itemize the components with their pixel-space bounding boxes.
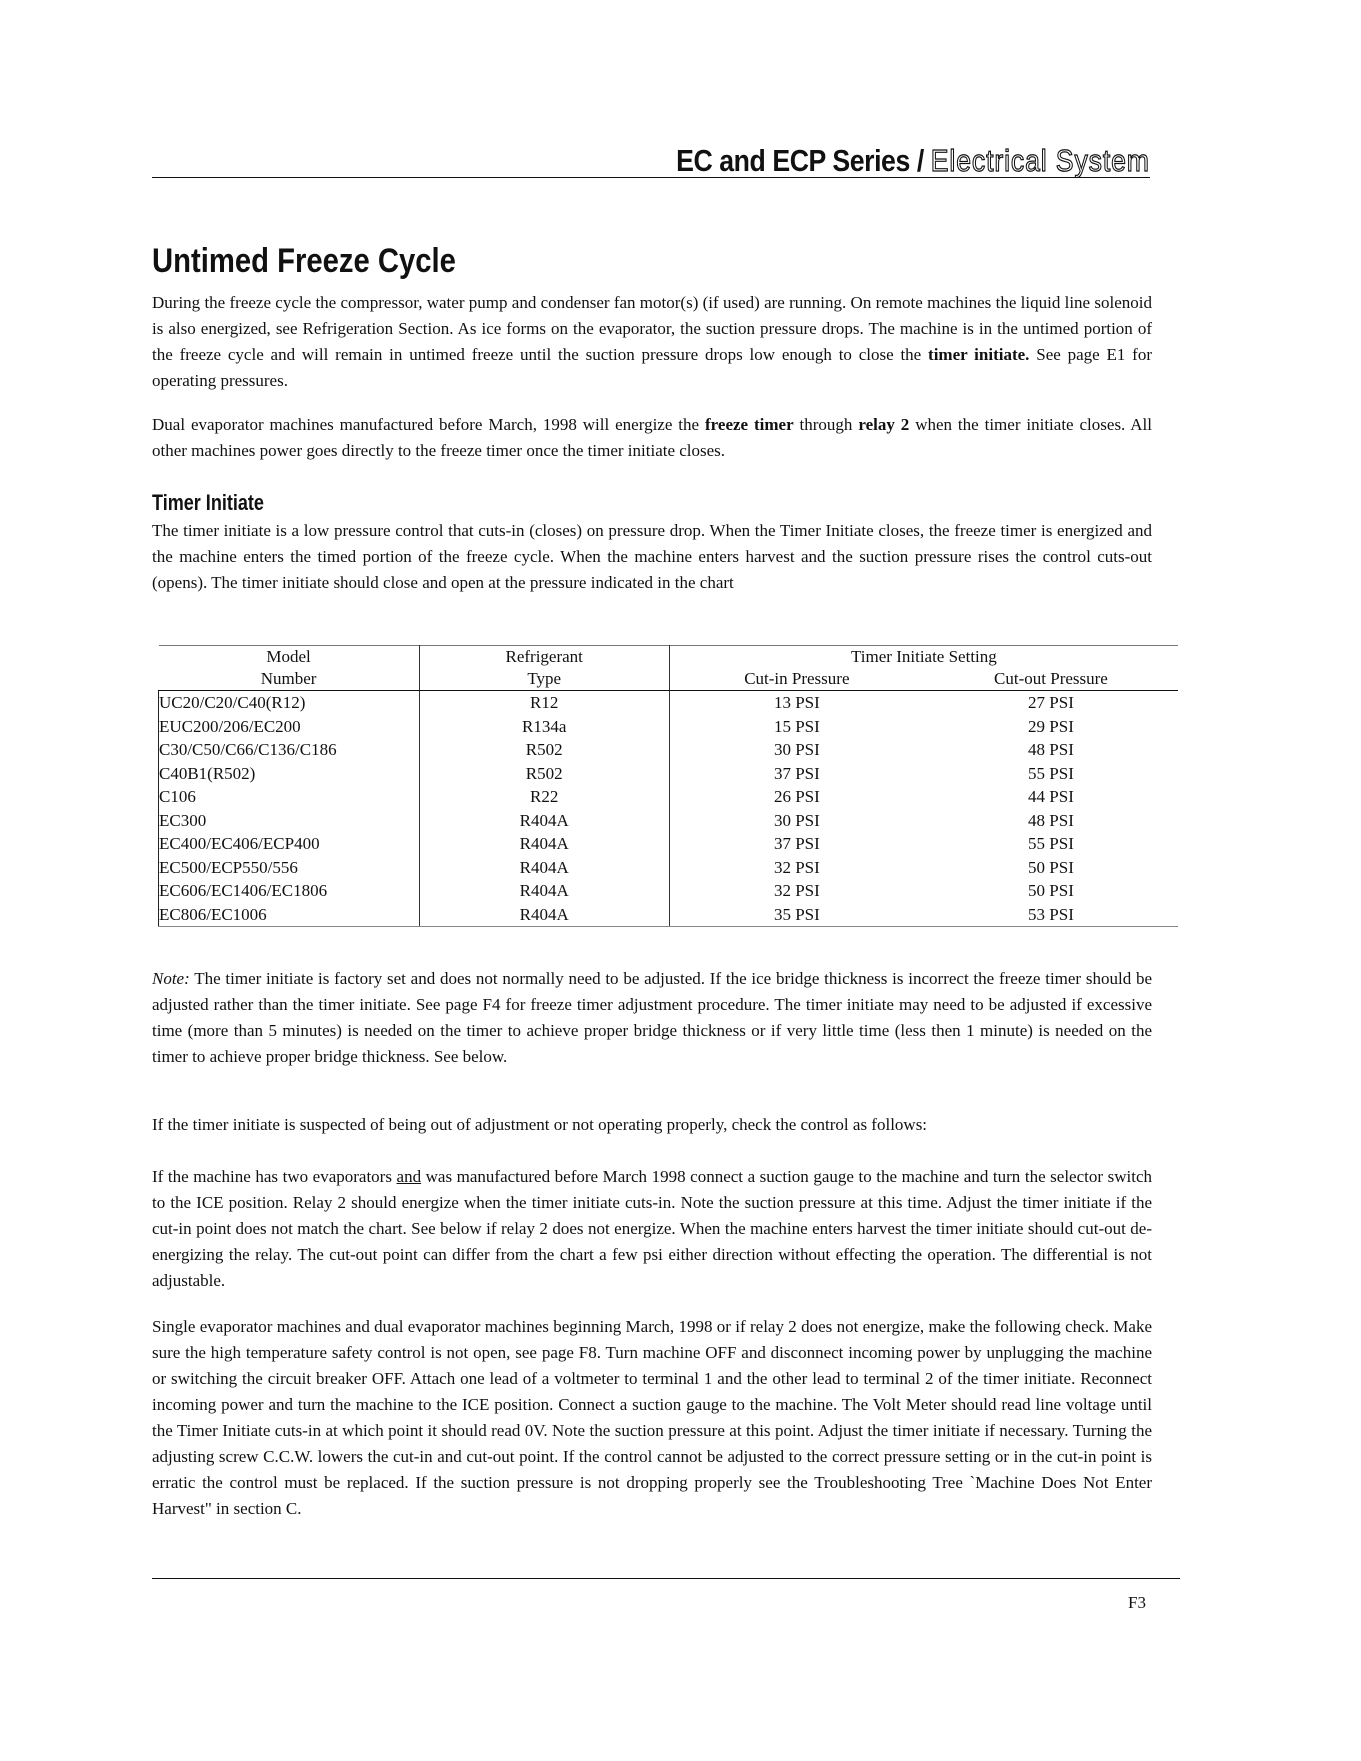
intro-paragraph-2 [152,412,1152,464]
cell-refrigerant: R12 [419,691,669,715]
table-row [159,903,1179,927]
table-row [159,832,1179,856]
page-header [152,138,1150,178]
single-evaporator-paragraph: Single evaporator machines and dual evaporator machines beginning March, 1998 or if relay 2 does not energize, make the following check. Make sure the high temperature safety control is not open, see page F8. Turn machine OFF and disconnect incoming power by unplugging the machine or switching the circuit breaker OFF. Attach one lead of a voltmeter to terminal 1 and the other lead to terminal 2 of the timer initiate. Reconnect incoming power and turn the machine to the ICE position. Connect a suction gauge to the machine. The Volt Meter should read line voltage until the Timer Initiate cuts-in at which point it should read 0V. Note the suction pressure at this point. Adjust the timer initiate if necessary. Turning the adjusting screw C.C.W. lowers the cut-in and cut-out point. If the control cannot be adjusted to the correct pressure setting or in the cut-in point is erratic the control must be replaced. If the suction pressure is not dropping properly see the Troubleshooting Tree `Machine Does Not Enter Harvest" in section C. [152,1317,1152,1518]
intro-p1-text-a: During the freeze cycle the compressor, water pump and condenser fan motor(s) (if used) are running. On remote machines the liquid line solenoid is also energized, see Refrigeration Section. As ice forms on the evaporator, the suction pressure drops. The machine is in the untimed portion of the freeze cycle and will remain in untimed freeze until the suction pressure drops low enough to close the [152,293,1152,364]
cell-cut-in: 15 PSI [669,715,924,739]
note-paragraph [152,966,1152,1070]
two-evaporator-paragraph [152,1164,1152,1294]
header-refrigerant-line2: Type [419,668,669,691]
cell-refrigerant: R404A [419,809,669,833]
table-row [159,785,1179,809]
cell-cut-out: 48 PSI [1028,810,1074,830]
timer-initiate-paragraph: The timer initiate is a low pressure control that cuts-in (closes) on pressure drop. When the Timer Initiate closes, the freeze timer is energized and the machine enters the timed portion of the freeze cycle. When the machine enters harvest and the suction pressure rises the control cuts-out (opens). The timer initiate should close and open at the pressure indicated in the chart [152,521,1152,592]
cell-cut-out: 53 PSI [924,903,1178,927]
timer-initiate-table-wrapper [158,645,1178,927]
cell-refrigerant: R404A [419,879,669,903]
cell-model: C40B1(R502) [159,762,420,786]
cell-cut-in: 13 PSI [669,691,924,715]
cell-cut-out: 48 PSI [1028,740,1074,759]
table-row [159,856,1179,880]
cell-cut-in: 32 PSI [669,856,924,880]
intro-p2-bold-relay: relay 2 [858,415,910,434]
note-label: Note: [152,969,190,988]
header-cut-in: Cut-in Pressure [669,668,924,691]
cell-model: EC806/EC1006 [159,903,420,927]
subsection-title: Timer Initiate [152,490,264,515]
cell-model: UC20/C20/C40(R12) [159,691,420,715]
cell-model: EC500/ECP550/556 [159,856,420,880]
intro-p2-text-c: when the timer initiate closes. All other machines power goes directly to the freeze timer once the timer initiate closes. [152,415,1153,460]
cell-refrigerant: R404A [419,903,669,927]
cell-model: EC606/EC1406/EC1806 [159,879,420,903]
table-row [159,762,1179,786]
cell-cut-out: 55 PSI [1028,834,1074,853]
header-model-line2: Number [159,668,420,691]
intro-p2-bold-freeze-timer: freeze timer [705,415,794,434]
cell-model: C106 [159,785,420,809]
cell-model: EC300 [159,809,420,833]
page-number: F3 [1128,1593,1146,1612]
intro-paragraph-1 [152,290,1152,394]
table-row [159,715,1179,739]
table-row [159,879,1179,903]
intro-p1-bold: timer initiate. [928,345,1030,364]
cell-cut-in: 30 PSI [669,738,924,762]
intro-p2-text-b: through [793,415,859,434]
table-row [159,691,1179,715]
header-cut-out: Cut-out Pressure [924,668,1178,691]
table-header-row-2 [159,668,1179,691]
table-row [159,809,1179,833]
cell-refrigerant: R22 [419,785,669,809]
cell-cut-in: 37 PSI [669,762,924,786]
header-title-outline: Electrical System [930,143,1150,178]
cell-refrigerant: R502 [419,762,669,786]
table-row [159,738,1179,762]
cell-refrigerant: R404A [419,856,669,880]
cell-refrigerant: R404A [419,832,669,856]
cell-refrigerant: R134a [419,715,669,739]
cell-cut-in: 37 PSI [669,832,924,856]
intro-p1-text-b: See page E1 for operating pressures. [152,345,1153,390]
cell-model: EUC200/206/EC200 [159,715,420,739]
cell-cut-out: 50 PSI [1028,881,1074,900]
cell-cut-in: 32 PSI [669,879,924,903]
intro-p2-text-a: Dual evaporator machines manufactured before March, 1998 will energize the [152,415,705,434]
header-title-main: EC and ECP Series / [676,143,931,178]
timer-initiate-table [158,645,1178,927]
cell-refrigerant: R502 [419,738,669,762]
cell-cut-in: 30 PSI [669,809,924,833]
cell-cut-in: 26 PSI [669,785,924,809]
header-refrigerant-line1: Refrigerant [419,646,669,669]
check-intro-paragraph: If the timer initiate is suspected of being out of adjustment or not operating properly, check the control as follows: [152,1115,928,1134]
cell-model: EC400/EC406/ECP400 [159,832,420,856]
cell-cut-out: 44 PSI [1028,787,1074,806]
two-evap-text-b: was manufactured before March 1998 connect a suction gauge to the machine and turn the selector switch to the ICE position. Relay 2 should energize when the timer initiate cuts-in. Note the suction pressure at this time. Adjust the timer initiate if the cut-in point does not match the chart. See below if relay 2 does not energize. When the machine enters harvest the timer initiate should cut-out de-energizing the relay. The cut-out point can differ from the chart a few psi either direction without effecting the operation. The differential is not adjustable. [152,1167,1152,1290]
header-rule [152,177,1150,178]
section-title: Untimed Freeze Cycle [152,242,456,280]
header-timer-initiate-setting: Timer Initiate Setting [669,646,1178,669]
cell-cut-out: 55 PSI [1028,763,1074,783]
table-header-row-1 [159,646,1179,669]
header-model-line1: Model [266,647,311,666]
cell-model: C30/C50/C66/C136/C186 [159,738,420,762]
cell-cut-out: 50 PSI [1028,857,1074,877]
cell-cut-out: 27 PSI [1028,693,1074,712]
two-evap-text-a: If the machine has two evaporators [152,1167,397,1186]
cell-cut-out: 29 PSI [1028,716,1074,736]
cell-cut-in: 35 PSI [669,903,924,927]
two-evap-underline: and [396,1167,422,1186]
footer-rule [152,1578,1180,1579]
header-title [676,143,1150,178]
note-text: The timer initiate is factory set and does not normally need to be adjusted. If the ice bridge thickness is incorrect the freeze timer should be adjusted rather than the timer initiate. See page F4 for freeze timer adjustment procedure. The timer initiate may need to be adjusted if excessive time (more than 5 minutes) is needed on the timer to achieve proper bridge thickness or if very little time (less then 1 minute) is needed on the timer to achieve proper bridge thickness. See below. [152,969,1152,1066]
